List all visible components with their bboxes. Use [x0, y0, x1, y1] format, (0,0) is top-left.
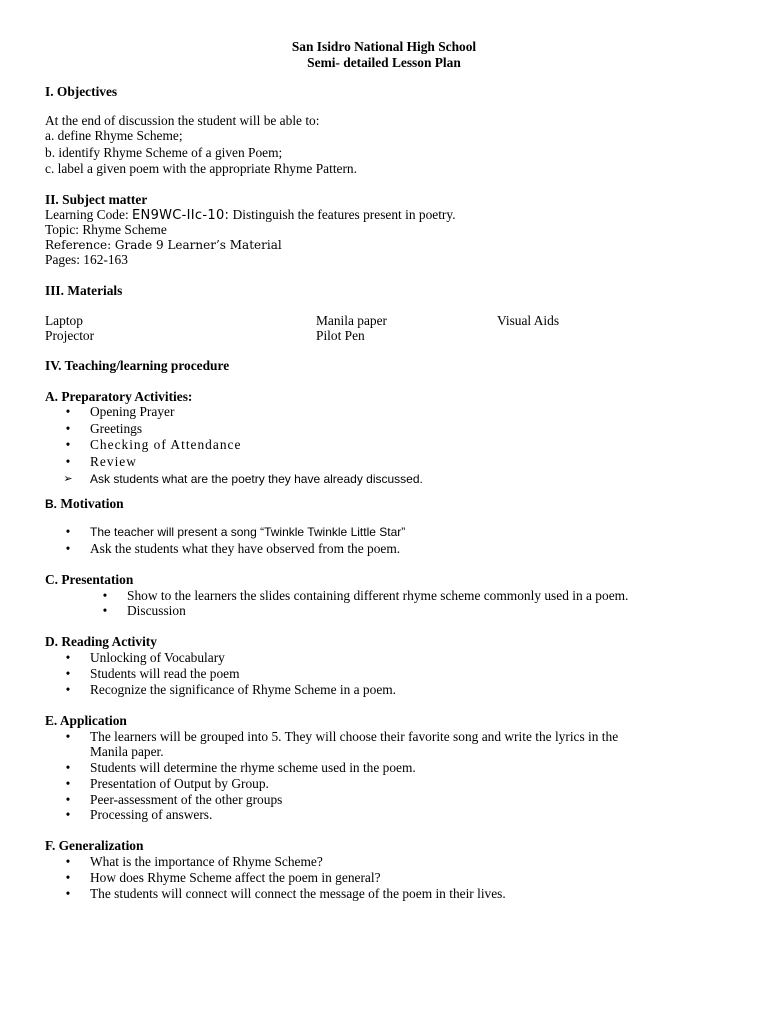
bullet-icon: •: [65, 776, 71, 791]
bullet-icon: •: [65, 524, 71, 539]
arrow-bullet-icon: ➢: [63, 473, 73, 485]
procedure-heading: IV. Teaching/learning procedure: [45, 358, 230, 373]
presentation-heading: C. Presentation: [45, 572, 134, 587]
bullet-icon: •: [65, 807, 71, 822]
motivation-letter: B.: [45, 497, 57, 511]
reading-heading: D. Reading Activity: [45, 634, 157, 649]
bullet-icon: •: [65, 729, 71, 744]
application-heading: E. Application: [45, 713, 127, 728]
learning-code-description: Distinguish the features present in poetry.: [232, 207, 456, 222]
materials-heading: III. Materials: [45, 283, 123, 298]
subject-matter-heading: II. Subject matter: [45, 192, 148, 207]
bullet-icon: •: [65, 792, 71, 807]
material-item: Projector: [45, 328, 95, 343]
bullet-icon: •: [65, 854, 71, 869]
motivation-heading: [45, 496, 124, 512]
bullet-icon: •: [65, 421, 71, 436]
bullet-icon: •: [102, 603, 108, 618]
material-item: Manila paper: [316, 313, 388, 328]
bullet-icon: •: [65, 404, 71, 419]
lesson-plan-page: San Isidro National High School Semi- detailed Lesson Plan I. Objectives At the end of discussion the student will be able to: a. define Rhyme Scheme; b. identify Rhyme Scheme of a given Poem; c. label a given poem with the appropriate Rhyme Pattern. II. Subject matter Learning Code: EN9WC-IIc-10: Distinguish the features present in poetry. Topic: Rhyme Scheme Reference: Grade 9 Learner’s Material Pages: 162-163 III. Materials Laptop Projector Manila paper Pilot Pen Visual Aids IV. Teaching/learning procedure A. Preparatory Activities: • Opening Prayer • Greetings • Checking of Attendance • Review ➢ Ask students what are the poetry they have already discussed. B. Motivation • The teacher will present a song “Twinkle Twinkle Little Star” • Ask the students what they have observed from the poem. C. Presentation • Show to the learners the slides containing different rhyme scheme commonly used in a poem. • Discussion D. Reading Activity • Unlocking of Vocabulary • Students will read the poem • Recognize the significance of Rhyme Scheme in a poem. E. Application • The learners will be grouped into 5. They will choose their favorite song and write the lyrics in the Manila paper. • Students will determine the rhyme scheme used in the poem. • Presentation of Output by Group. • Peer-assessment of the other groups • Processing of answers. F. Generalization • What is the importance of Rhyme Scheme? • How does Rhyme Scheme affect the poem in general? • The students will connect will connect the message of the poem in their lives.: [0, 0, 768, 1024]
bullet-icon: •: [65, 650, 71, 665]
material-item: Visual Aids: [497, 313, 560, 328]
bullet-icon: •: [65, 870, 71, 885]
bullet-icon: •: [65, 886, 71, 901]
bullet-icon: •: [102, 588, 108, 603]
generalization-heading: F. Generalization: [45, 838, 144, 853]
bullet-icon: •: [65, 541, 71, 556]
material-item: Pilot Pen: [316, 328, 365, 343]
bullet-icon: •: [65, 454, 71, 469]
topic: Topic: Rhyme Scheme: [45, 222, 167, 237]
bullet-icon: •: [65, 666, 71, 681]
objectives-intro: At the end of discussion the student will be able to:: [45, 113, 320, 128]
document-type: Semi- detailed Lesson Plan: [307, 55, 461, 70]
learning-code: EN9WC-IIc-10:: [132, 208, 230, 223]
reference: Reference: Grade 9 Learner’s Material: [45, 238, 282, 252]
objective-item: a. define Rhyme Scheme;: [45, 128, 183, 143]
bullet-icon: •: [65, 437, 71, 452]
material-item: Laptop: [45, 313, 83, 328]
objective-item: b. identify Rhyme Scheme of a given Poem;: [45, 145, 283, 160]
learning-code-label: Learning Code:: [45, 207, 129, 222]
objectives-heading: I. Objectives: [45, 84, 118, 99]
bullet-icon: •: [65, 760, 71, 775]
objective-item: c. label a given poem with the appropriate Rhyme Pattern.: [45, 161, 357, 176]
bullet-icon: •: [65, 682, 71, 697]
preparatory-heading: A. Preparatory Activities:: [45, 389, 193, 404]
pages: Pages: 162-163: [45, 252, 128, 267]
school-name: San Isidro National High School: [291, 39, 477, 54]
motivation-title: Motivation: [60, 496, 124, 511]
